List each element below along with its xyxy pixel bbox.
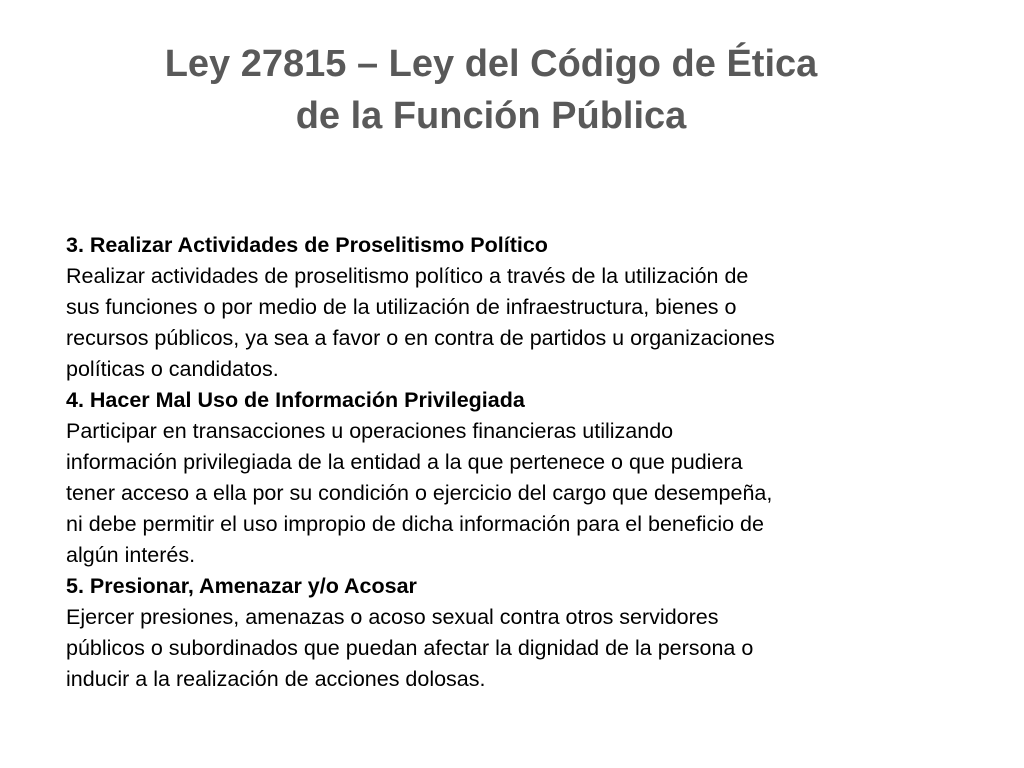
section-line: Realizar actividades de proselitismo político a través de la utilización de	[66, 264, 749, 288]
section-heading: 3. Realizar Actividades de Proselitismo Político	[66, 233, 548, 257]
section-line: algún interés.	[66, 543, 196, 567]
slide-title-line-2: de la Función Pública	[295, 95, 687, 137]
section-line: públicos o subordinados que puedan afectar la dignidad de la persona o	[66, 636, 754, 660]
slide-title	[60, 38, 922, 142]
section-line: políticas o candidatos.	[66, 357, 279, 381]
section-heading: 4. Hacer Mal Uso de Información Privilegiada	[66, 388, 525, 412]
section-line: sus funciones o por medio de la utilización de infraestructura, bienes o	[66, 295, 737, 319]
slide-body	[66, 230, 946, 695]
section-line: Participar en transacciones u operaciones financieras utilizando	[66, 419, 674, 443]
slide-title-line-1: Ley 27815 – Ley del Código de Ética	[164, 43, 818, 85]
section-heading: 5. Presionar, Amenazar y/o Acosar	[66, 574, 417, 598]
section-presionar-amenazar	[66, 571, 946, 695]
section-line: Ejercer presiones, amenazas o acoso sexual contra otros servidores	[66, 605, 719, 629]
section-line: tener acceso a ella por su condición o ejercicio del cargo que desempeña,	[66, 481, 773, 505]
section-line: información privilegiada de la entidad a la que pertenece o que pudiera	[66, 450, 743, 474]
section-informacion-privilegiada	[66, 385, 946, 571]
section-line: recursos públicos, ya sea a favor o en contra de partidos u organizaciones	[66, 326, 775, 350]
section-proselitismo	[66, 230, 946, 385]
section-line: ni debe permitir el uso impropio de dicha información para el beneficio de	[66, 512, 764, 536]
section-line: inducir a la realización de acciones dolosas.	[66, 667, 486, 691]
